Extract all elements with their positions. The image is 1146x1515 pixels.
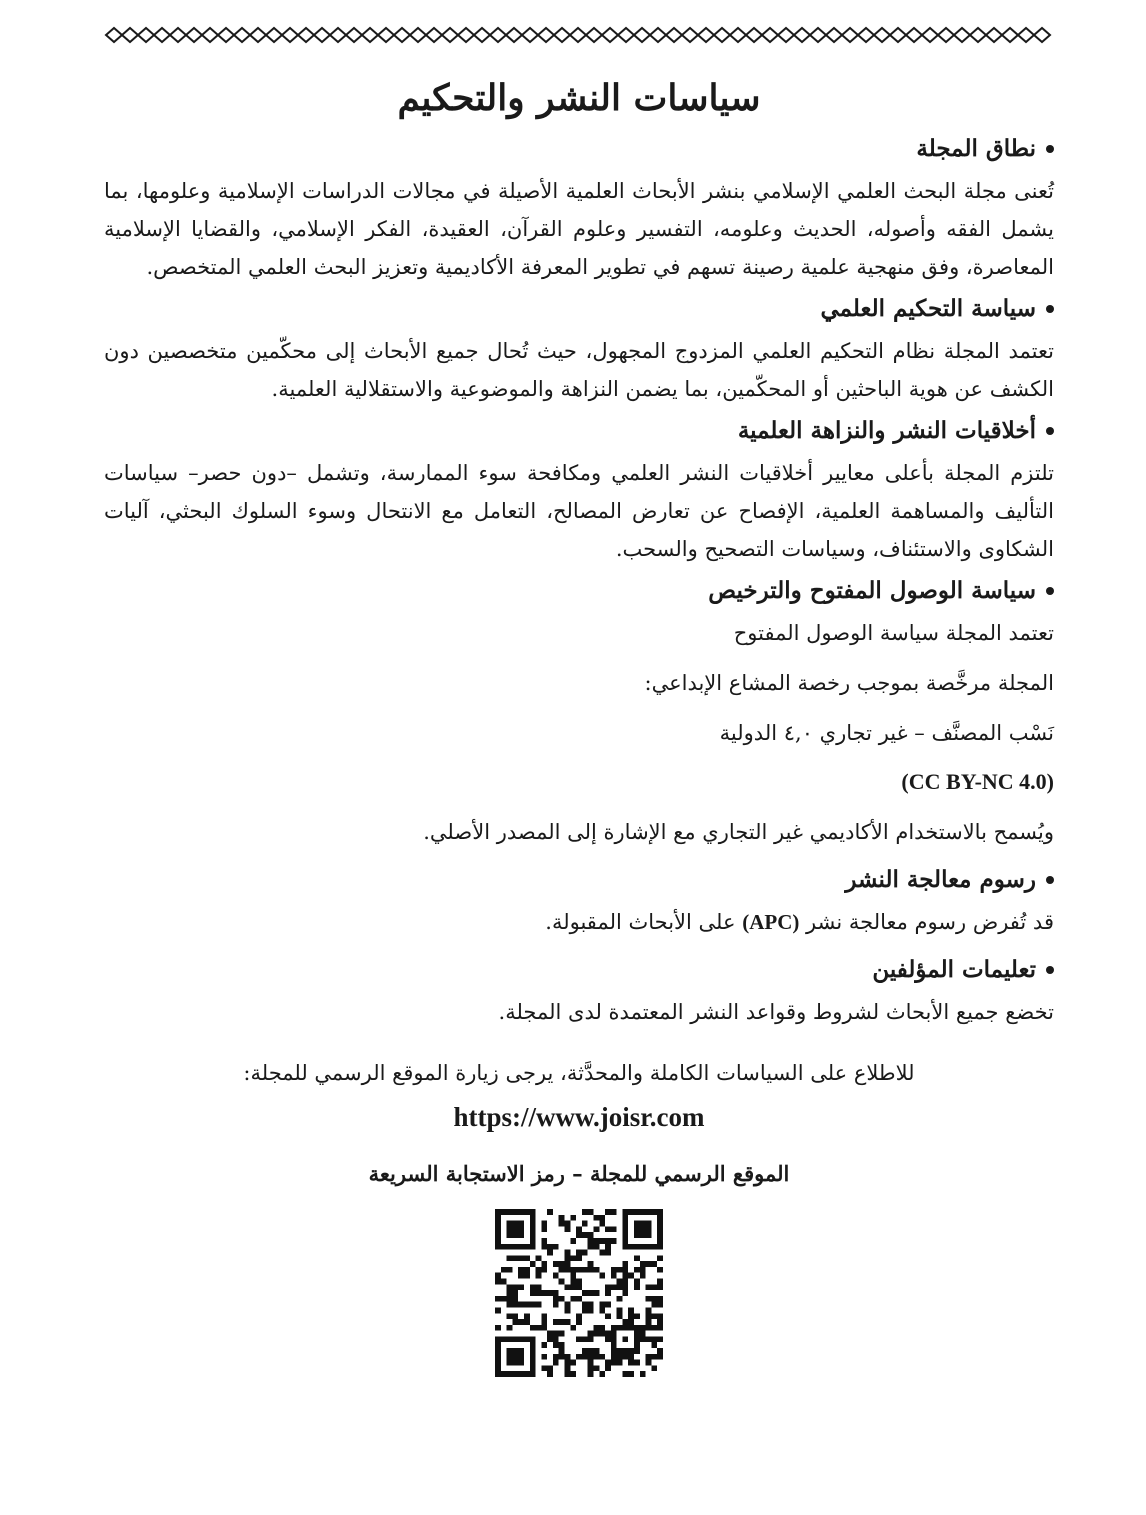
diamond-link <box>490 28 506 42</box>
diamond-link <box>314 28 330 42</box>
diamond-link <box>746 28 762 42</box>
diamond-link <box>522 28 538 42</box>
license-code: (CC BY-NC 4.0) <box>901 769 1054 794</box>
fees-text-after: على الأبحاث المقبولة. <box>545 910 736 934</box>
diamond-link <box>218 28 234 42</box>
diamond-link <box>266 28 282 42</box>
diamond-link <box>794 28 810 42</box>
bullet-icon <box>1046 305 1054 313</box>
section-heading-fees <box>104 863 1054 897</box>
section-heading-review <box>104 292 1054 326</box>
diamond-link <box>762 28 778 42</box>
diamond-link <box>554 28 570 42</box>
diamond-link <box>442 28 458 42</box>
website-link[interactable]: https://www.joisr.com <box>453 1102 705 1132</box>
diamond-link <box>378 28 394 42</box>
diamond-link <box>650 28 666 42</box>
section-heading-label: تعليمات المؤلفين <box>872 956 1036 983</box>
section-body-review: تعتمد المجلة نظام التحكيم العلمي المزدوج المجهول، حيث تُحال جميع الأبحاث إلى محكّمين متخصصين دون الكشف عن هوية الباحثين أو المحكّمين، بما يضمن النزاهة والموضوعية والاستقلالية العلمية. <box>104 339 1054 401</box>
section-body-ethics: تلتزم المجلة بأعلى معايير أخلاقيات النشر العلمي ومكافحة سوء الممارسة، وتشمل –دون حصر– سياسات التأليف والمساهمة العلمية، الإفصاح عن تعارض المصالح، التعامل مع الانتحال وسوء السلوك البحثي، آليات الشكاوى والاستئناف، وسياسات التصحيح والسحب. <box>104 461 1054 561</box>
diamond-chain-border-icon <box>104 24 1054 46</box>
diamond-link <box>426 28 442 42</box>
diamond-link <box>698 28 714 42</box>
diamond-link <box>682 28 698 42</box>
apc-code: (APC) <box>742 910 800 934</box>
diamond-link <box>298 28 314 42</box>
diamond-link <box>330 28 346 42</box>
section-body-fees <box>104 903 1054 941</box>
section-heading-authors <box>104 953 1054 987</box>
section-heading-open-access <box>104 574 1054 608</box>
diamond-link <box>202 28 218 42</box>
section-heading-label: أخلاقيات النشر والنزاهة العلمية <box>737 417 1036 444</box>
section-heading-ethics <box>104 414 1054 448</box>
section-heading-label: نطاق المجلة <box>916 135 1036 162</box>
page-title: سياسات النشر والتحكيم <box>397 77 761 119</box>
diamond-link <box>394 28 410 42</box>
diamond-link <box>986 28 1002 42</box>
diamond-link <box>1018 28 1034 42</box>
diamond-link <box>458 28 474 42</box>
open-access-line-2: المجلة مرخَّصة بموجب رخصة المشاع الإبداعي: <box>644 671 1054 695</box>
diamond-link <box>922 28 938 42</box>
open-access-line-4: ويُسمح بالاستخدام الأكاديمي غير التجاري مع الإشارة إلى المصدر الأصلي. <box>423 820 1054 844</box>
diamond-link <box>730 28 746 42</box>
bullet-icon <box>1046 876 1054 884</box>
diamond-link <box>826 28 842 42</box>
diamond-link <box>666 28 682 42</box>
diamond-link <box>858 28 874 42</box>
diamond-link <box>122 28 138 42</box>
diamond-link <box>570 28 586 42</box>
bullet-icon <box>1046 587 1054 595</box>
diamond-link <box>1002 28 1018 42</box>
diamond-link <box>282 28 298 42</box>
diamond-link <box>234 28 250 42</box>
diamond-link <box>906 28 922 42</box>
diamond-link <box>970 28 986 42</box>
diamond-link <box>410 28 426 42</box>
diamond-link <box>154 28 170 42</box>
diamond-link <box>954 28 970 42</box>
diamond-link <box>618 28 634 42</box>
qr-wrap <box>104 1209 1054 1381</box>
footer-note: للاطلاع على السياسات الكاملة والمحدَّثة، يرجى زيارة الموقع الرسمي للمجلة: <box>243 1061 915 1085</box>
diamond-link <box>602 28 618 42</box>
diamond-link <box>170 28 186 42</box>
diamond-link <box>938 28 954 42</box>
diamond-link <box>362 28 378 42</box>
diamond-link <box>106 28 122 42</box>
diamond-link <box>714 28 730 42</box>
section-body-scope: تُعنى مجلة البحث العلمي الإسلامي بنشر الأبحاث العلمية الأصيلة في مجالات الدراسات الإسلامية وعلومها، بما يشمل الفقه وأصوله، الحديث وعلومه، التفسير وعلوم القرآن، العقيدة، الفكر الإسلامي، والقضايا الإسلامية المعاصرة، وفق منهجية علمية رصينة تسهم في تطوير المعرفة الأكاديمية وتعزيز البحث العلمي المتخصص. <box>104 179 1054 279</box>
diamond-link <box>538 28 554 42</box>
diamond-link <box>474 28 490 42</box>
diamond-link <box>874 28 890 42</box>
section-heading-label: سياسة التحكيم العلمي <box>820 295 1036 322</box>
section-heading-label: رسوم معالجة النشر <box>845 866 1036 893</box>
diamond-link <box>186 28 202 42</box>
license-code-row <box>104 764 1054 801</box>
diamond-link <box>778 28 794 42</box>
diamond-link <box>506 28 522 42</box>
policy-page <box>104 24 1054 1504</box>
diamond-link <box>634 28 650 42</box>
diamond-link <box>250 28 266 42</box>
section-heading-label: سياسة الوصول المفتوح والترخيص <box>708 577 1036 604</box>
diamond-link <box>586 28 602 42</box>
diamond-link <box>842 28 858 42</box>
bullet-icon <box>1046 427 1054 435</box>
qr-code-icon[interactable] <box>495 1209 663 1377</box>
fees-text-before: قد تُفرض رسوم معالجة نشر <box>806 910 1054 934</box>
diamond-link <box>810 28 826 42</box>
diamond-link <box>346 28 362 42</box>
section-heading-scope <box>104 132 1054 166</box>
diamond-link <box>138 28 154 42</box>
open-access-line-1: تعتمد المجلة سياسة الوصول المفتوح <box>733 621 1054 645</box>
qr-caption: الموقع الرسمي للمجلة – رمز الاستجابة السريعة <box>368 1161 790 1186</box>
open-access-line-3: نَسْب المصنَّف – غير تجاري ٤,٠ الدولية <box>719 721 1054 745</box>
bullet-icon <box>1046 145 1054 153</box>
bullet-icon <box>1046 966 1054 974</box>
diamond-link <box>890 28 906 42</box>
section-body-authors: تخضع جميع الأبحاث لشروط وقواعد النشر المعتمدة لدى المجلة. <box>498 1000 1054 1024</box>
diamond-link <box>1034 28 1050 42</box>
